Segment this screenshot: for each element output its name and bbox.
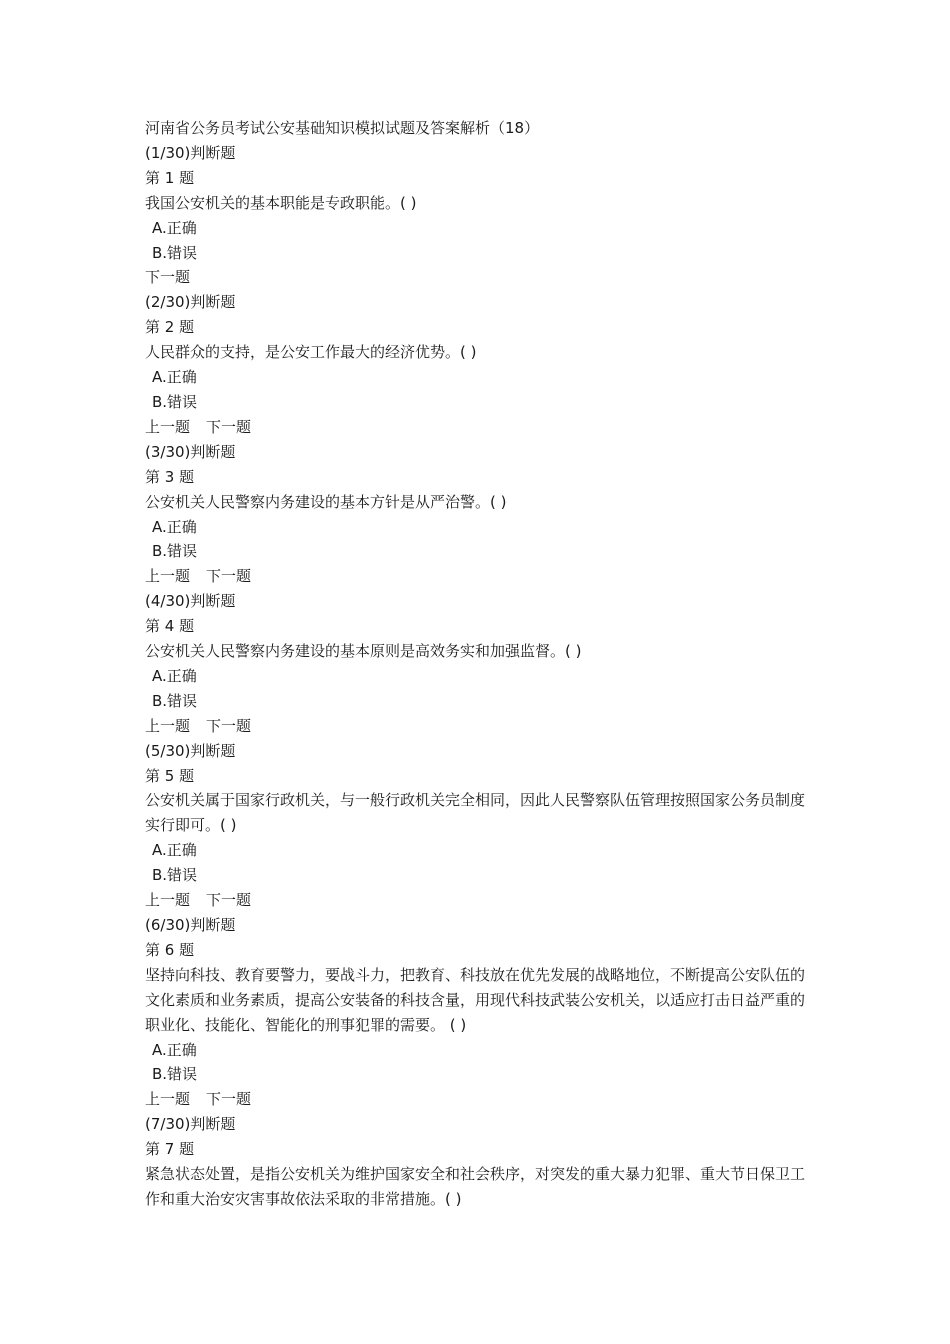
prev-question-link[interactable]: 上一题	[145, 891, 191, 910]
answer-option[interactable]: A.正确	[152, 517, 197, 536]
question-nav	[145, 888, 813, 913]
document-body	[145, 116, 813, 1212]
question-block	[145, 739, 813, 913]
prev-question-link[interactable]: 上一题	[145, 1090, 191, 1109]
question-number: 第 5 题	[145, 766, 195, 785]
question-block	[145, 589, 813, 738]
answer-option[interactable]: B.错误	[152, 542, 198, 561]
question-stem: 人民群众的支持，是公安工作最大的经济优势。( )	[145, 343, 477, 362]
question-number: 第 1 题	[145, 168, 195, 187]
next-question-link[interactable]: 下一题	[206, 417, 252, 436]
answer-option[interactable]: A.正确	[152, 1040, 197, 1059]
question-number: 第 7 题	[145, 1140, 195, 1159]
prev-question-link[interactable]: 上一题	[145, 716, 191, 735]
question-header: (5/30)判断题	[145, 741, 236, 760]
answer-option[interactable]: B.错误	[152, 243, 198, 262]
question-block	[145, 1112, 813, 1212]
answer-option[interactable]: B.错误	[152, 1065, 198, 1084]
answer-option[interactable]: B.错误	[152, 392, 198, 411]
answer-option[interactable]: B.错误	[152, 866, 198, 885]
prev-question-link[interactable]: 上一题	[145, 417, 191, 436]
answer-option[interactable]: A.正确	[152, 368, 197, 387]
question-nav	[145, 564, 813, 589]
question-header: (6/30)判断题	[145, 916, 236, 934]
question-block	[145, 440, 813, 589]
next-question-link[interactable]: 下一题	[206, 567, 252, 586]
next-question-link[interactable]: 下一题	[206, 1090, 252, 1109]
question-stem: 紧急状态处置，是指公安机关为维护国家安全和社会秩序，对突发的重大暴力犯罪、重大节日保卫工作和重大治安灾害事故依法采取的非常措施。( )	[145, 1165, 806, 1208]
question-stem: 我国公安机关的基本职能是专政职能。( )	[145, 193, 417, 212]
question-number: 第 2 题	[145, 318, 195, 337]
question-header: (3/30)判断题	[145, 442, 236, 461]
prev-question-link[interactable]: 上一题	[145, 567, 191, 586]
question-nav	[145, 1087, 813, 1112]
question-nav	[145, 265, 813, 290]
answer-option[interactable]: B.错误	[152, 691, 198, 710]
question-stem: 公安机关人民警察内务建设的基本原则是高效务实和加强监督。( )	[145, 642, 582, 661]
next-question-link[interactable]: 下一题	[206, 716, 252, 735]
question-header: (7/30)判断题	[145, 1115, 236, 1134]
question-stem: 坚持向科技、教育要警力，要战斗力，把教育、科技放在优先发展的战略地位，不断提高公安队伍的文化素质和业务素质，提高公安装备的科技含量，用现代科技武装公安机关，以适应打击日益严重的职业化、技能化、智能化的刑事犯罪的需要。 ( )	[145, 965, 806, 1034]
question-nav	[145, 415, 813, 440]
document-title: 河南省公务员考试公安基础知识模拟试题及答案解析（18）	[145, 119, 540, 137]
next-question-link[interactable]: 下一题	[206, 891, 252, 910]
next-question-link[interactable]: 下一题	[145, 268, 191, 287]
question-list	[145, 141, 813, 1212]
question-number: 第 3 题	[145, 467, 195, 486]
answer-option[interactable]: A.正确	[152, 841, 197, 860]
question-block	[145, 913, 813, 1112]
answer-option[interactable]: A.正确	[152, 666, 197, 685]
answer-option[interactable]: A.正确	[152, 218, 197, 237]
question-block	[145, 290, 813, 439]
question-stem: 公安机关属于国家行政机关，与一般行政机关完全相同，因此人民警察队伍管理按照国家公务员制度实行即可。( )	[145, 791, 806, 835]
question-header: (1/30)判断题	[145, 143, 236, 162]
question-header: (4/30)判断题	[145, 592, 236, 611]
question-header: (2/30)判断题	[145, 293, 236, 312]
question-stem: 公安机关人民警察内务建设的基本方针是从严治警。( )	[145, 492, 507, 511]
question-nav	[145, 714, 813, 739]
question-block	[145, 141, 813, 290]
question-number: 第 6 题	[145, 940, 195, 959]
question-number: 第 4 题	[145, 617, 195, 636]
